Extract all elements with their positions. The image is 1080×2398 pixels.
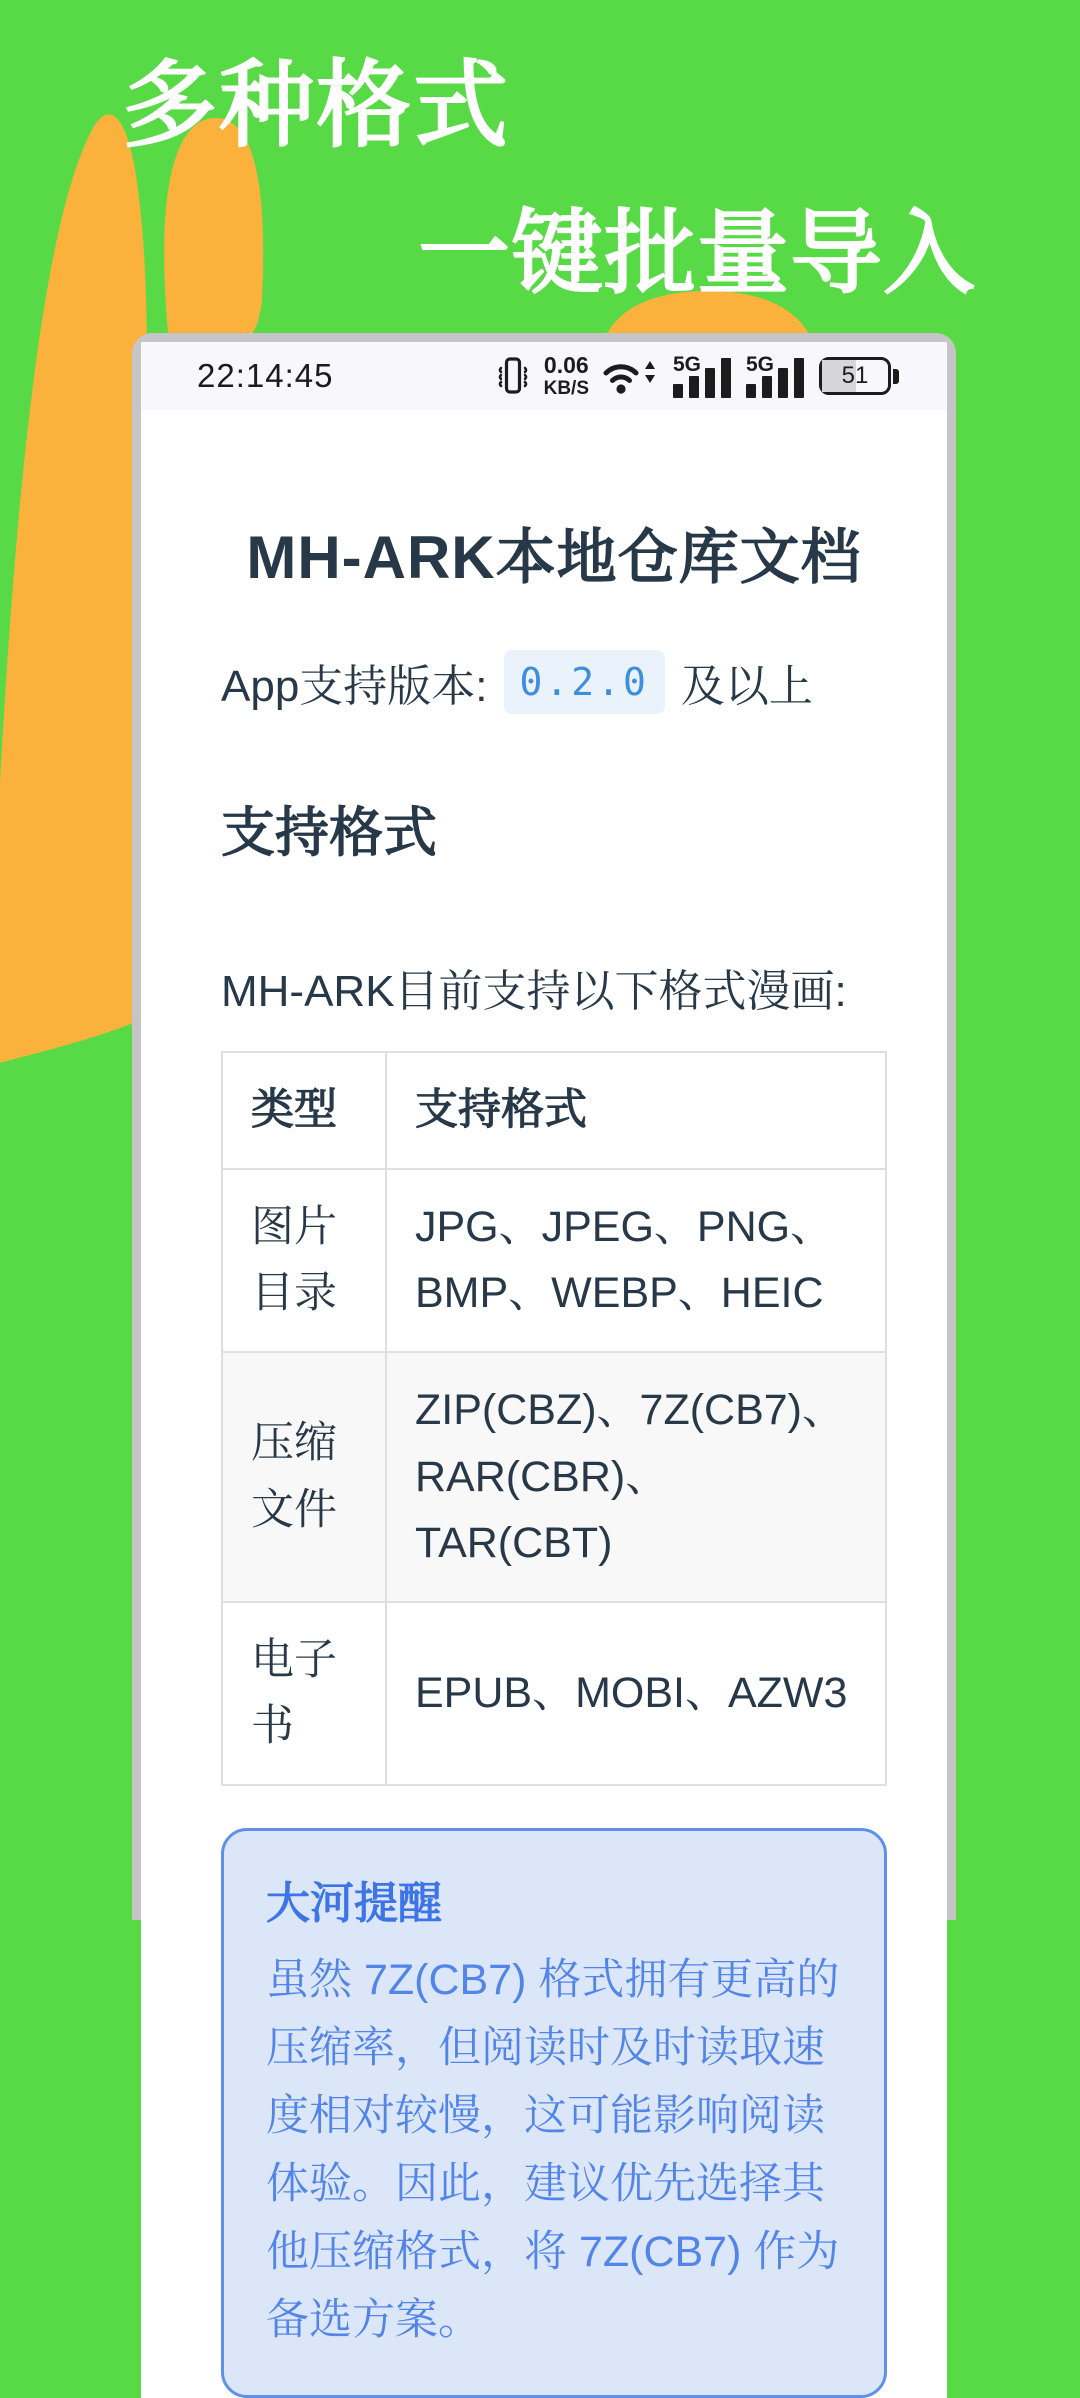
- table-cell-type: 压缩文件: [222, 1352, 386, 1602]
- battery-nub: [893, 369, 899, 384]
- table-cell-formats: ZIP(CBZ)、7Z(CB7)、RAR(CBR)、TAR(CBT): [386, 1352, 886, 1602]
- status-icons: [495, 353, 899, 399]
- wifi-icon: [602, 355, 660, 397]
- tip-body: 虽然 7Z(CB7) 格式拥有更高的压缩率，但阅读时及时读取速度相对较慢，这可能影响阅读体验。因此，建议优先选择其他压缩格式，将 7Z(CB7) 作为备选方案。: [266, 1956, 840, 2344]
- table-cell-type: 图片目录: [222, 1169, 386, 1352]
- network-type-label: 5G: [746, 353, 775, 376]
- hero-title-line2: 一键批量导入: [417, 203, 976, 305]
- table-header-type: 类型: [222, 1052, 386, 1169]
- net-speed-value: 0.06: [543, 352, 589, 378]
- status-bar: [141, 342, 947, 410]
- intro-text: MH-ARK目前支持以下格式漫画:: [221, 967, 847, 1016]
- table-header-formats: 支持格式: [386, 1052, 886, 1169]
- version-prefix: App支持版本:: [221, 662, 488, 711]
- table-cell-formats: JPG、JPEG、PNG、BMP、WEBP、HEIC: [386, 1169, 886, 1352]
- phone-mockup: [132, 333, 956, 2344]
- net-speed-unit: KB/S: [543, 378, 589, 399]
- format-table: [221, 1051, 887, 1786]
- table-cell-type: 电子书: [222, 1602, 386, 1785]
- signal-5g-icon-2: [746, 354, 806, 398]
- version-line: [221, 650, 887, 714]
- battery-percent: 51: [841, 362, 869, 389]
- table-cell-formats: EPUB、MOBI、AZW3: [386, 1602, 886, 1785]
- table-header-row: [222, 1052, 886, 1169]
- version-suffix: 及以上: [680, 662, 813, 711]
- battery-icon: [819, 357, 899, 395]
- tip-box: [221, 1828, 887, 2398]
- status-time: 22:14:45: [197, 357, 334, 394]
- section-heading: 支持格式: [221, 803, 437, 863]
- document-content[interactable]: [141, 410, 947, 2398]
- version-code-chip: 0.2.0: [504, 650, 665, 714]
- signal-5g-icon-1: [673, 354, 733, 398]
- battery-body: [819, 357, 891, 395]
- table-row: [222, 1169, 886, 1352]
- network-type-label: 5G: [673, 353, 702, 376]
- phone-screen: [141, 342, 947, 2344]
- vibrate-icon: [495, 353, 531, 399]
- doc-title: MH-ARK本地仓库文档: [246, 524, 862, 591]
- tip-title: 大河提醒: [266, 1879, 442, 1929]
- network-speed: [544, 354, 589, 398]
- hero-title-line1: 多种格式: [122, 53, 511, 159]
- table-row: [222, 1602, 886, 1785]
- table-row: [222, 1352, 886, 1602]
